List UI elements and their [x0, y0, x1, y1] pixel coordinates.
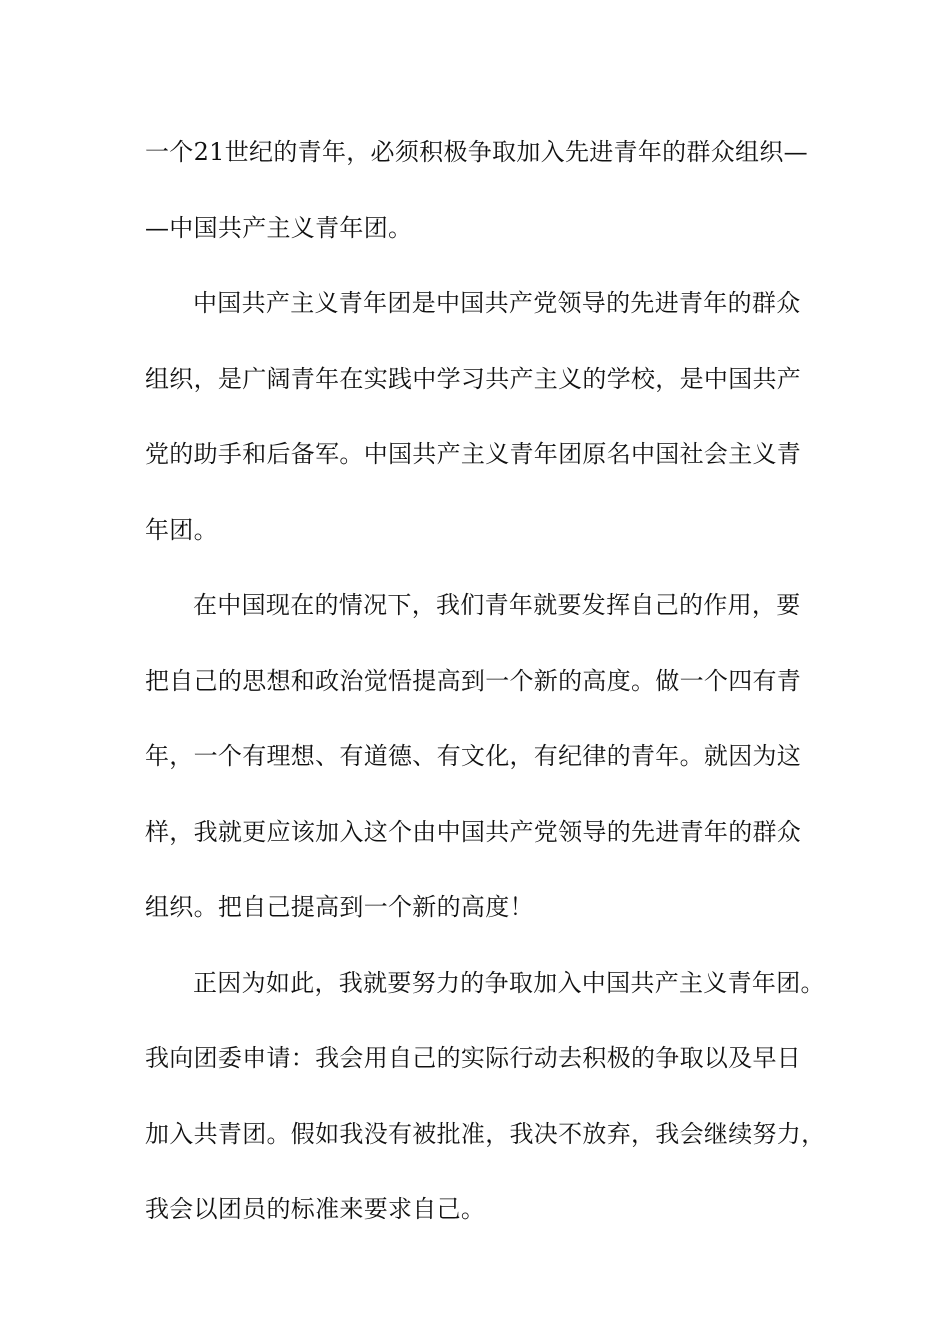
- text-line: 党的助手和后备军。中国共产主义青年团原名中国社会主义青: [145, 440, 802, 468]
- paragraph-start-line: 正因为如此，我就要努力的争取加入中国共产主义青年团。: [193, 968, 825, 997]
- text-line: 一个21世纪的青年，必须积极争取加入先进青年的群众组织—: [145, 138, 808, 166]
- paragraph-start-line: 在中国现在的情况下，我们青年就要发挥自己的作用，要: [193, 591, 801, 619]
- text-line: 加入共青团。假如我没有被批准，我决不放弃，我会继续努力，: [145, 1119, 826, 1148]
- text-line: 我会以团员的标准来要求自己。: [145, 1195, 486, 1223]
- text-line: 我向团委申请：我会用自己的实际行动去积极的争取以及早日: [145, 1044, 802, 1072]
- text-line: 年，一个有理想、有道德、有文化，有纪律的青年。就因为这: [145, 742, 802, 770]
- text-line: 组织，是广阔青年在实践中学习共产主义的学校，是中国共产: [145, 364, 802, 393]
- text-line: 年团。: [145, 515, 218, 544]
- text-line: —中国共产主义青年团。: [145, 213, 413, 242]
- text-line: 组织。把自己提高到一个新的高度！: [145, 893, 534, 921]
- paragraph-start-line: 中国共产主义青年团是中国共产党领导的先进青年的群众: [193, 289, 801, 317]
- text-line: 把自己的思想和政治觉悟提高到一个新的高度。做一个四有青: [145, 666, 802, 695]
- document-body: [145, 127, 825, 1260]
- text-line: 样，我就更应该加入这个由中国共产党领导的先进青年的群众: [145, 817, 802, 846]
